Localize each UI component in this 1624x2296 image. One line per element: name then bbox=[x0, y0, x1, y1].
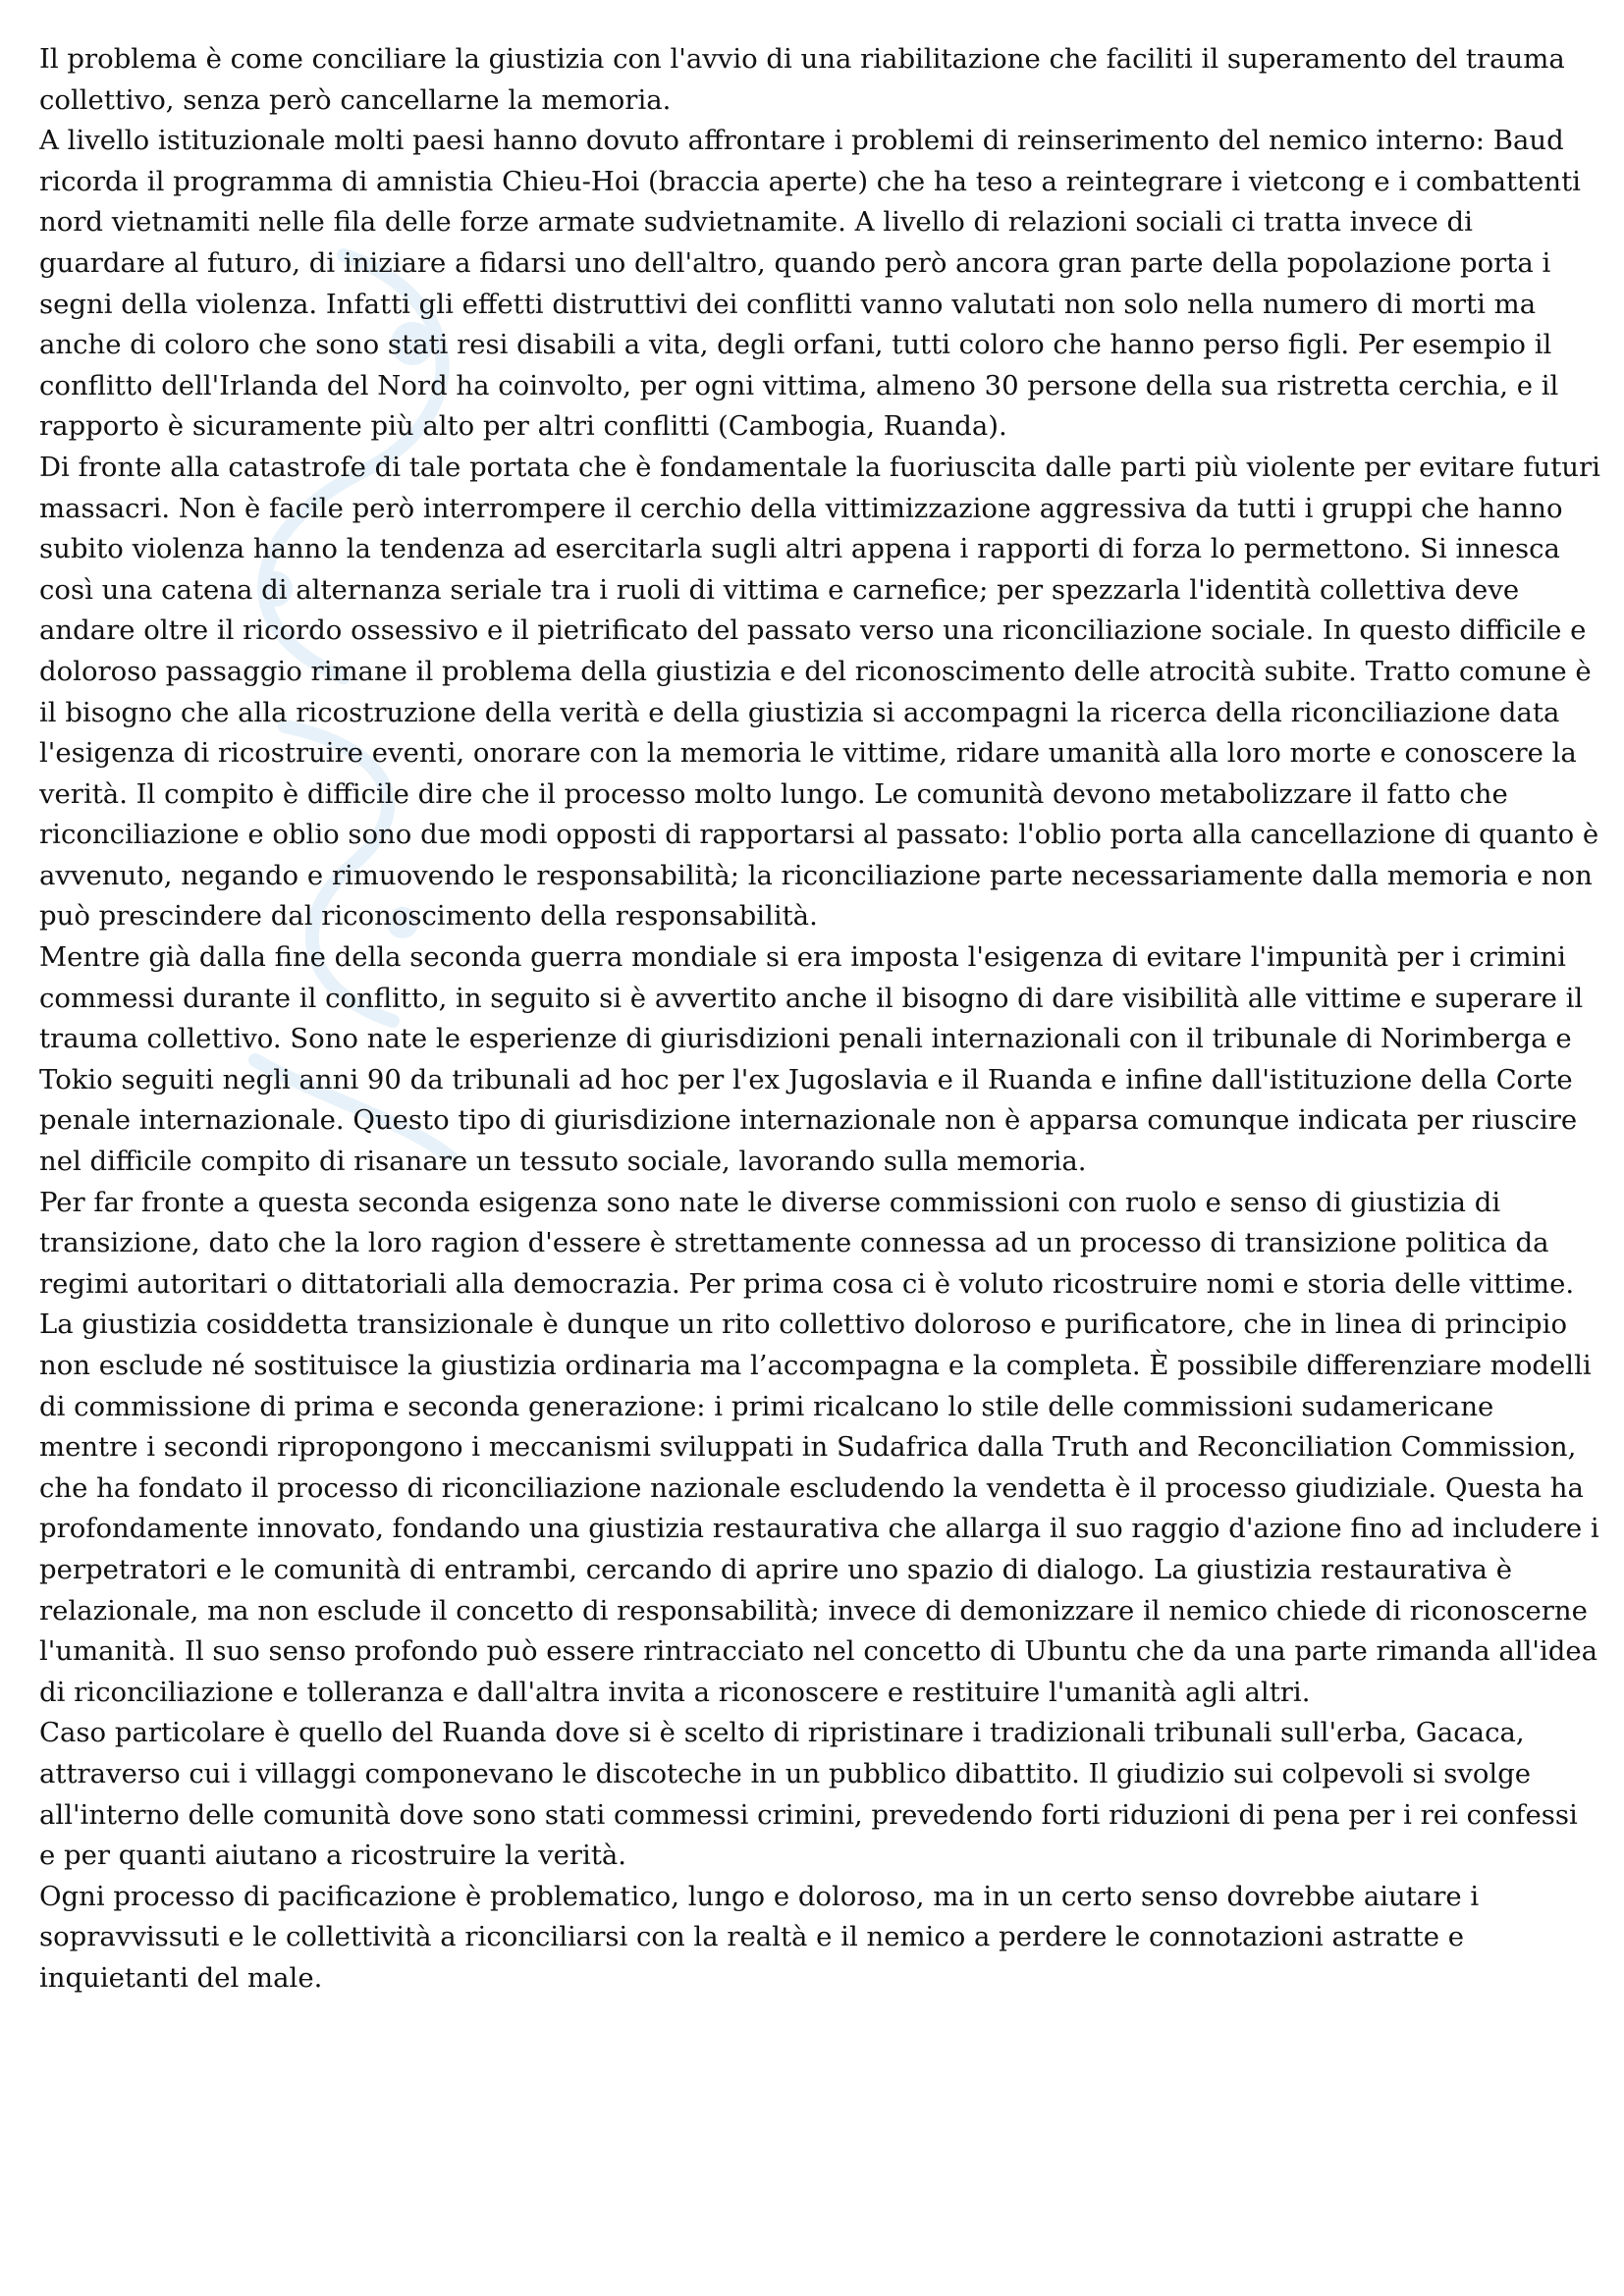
paragraph: A livello istituzionale molti paesi hanno dovuto affrontare i problemi di reinserimento del nemico interno: Baud ricorda il programma di amnistia Chieu-Hoi (braccia aperte) che ha teso a reintegrare i vietcong e i combattenti nord vietnamiti nelle fila delle forze armate sudvietnamite. A livello di relazioni sociali ci tratta invece di guardare al futuro, di iniziare a fidarsi uno dell'altro, quando però ancora gran parte della popolazione porta i segni della violenza. Infatti gli effetti distruttivi dei conflitti vanno valutati non solo nella numero di morti ma anche di coloro che sono stati resi disabili a vita, degli orfani, tutti coloro che hanno perso figli. Per esempio il conflitto dell'Irlanda del Nord ha coinvolto, per ogni vittima, almeno 30 persone della sua ristretta cerchia, e il rapporto è sicuramente più alto per altri conflitti (Cambogia, Ruanda). bbox=[39, 125, 1581, 443]
paragraph: La giustizia cosiddetta transizionale è dunque un rito collettivo doloroso e purificatore, che in linea di principio non esclude né sostituisce la giustizia ordinaria ma l’accompagna e la completa. È possibile differenziare modelli di commissione di prima e seconda generazione: i primi ricalcano lo stile delle commissioni sudamericane mentre i secondi ripropongono i meccanismi sviluppati in Sudafrica dalla Truth and Reconciliation Commission, che ha fondato il processo di riconciliazione nazionale escludendo la vendetta è il processo giudiziale. Questa ha profondamente innovato, fondando una giustizia restaurativa che allarga il suo raggio d'azione fino ad includere i perpetratori e le comunità di entrambi, cercando di aprire uno spazio di dialogo. La giustizia restaurativa è relazionale, ma non esclude il concetto di responsabilità; invece di demonizzare il nemico chiede di riconoscerne l'umanità. Il suo senso profondo può essere rintracciato nel concetto di Ubuntu che da una parte rimanda all'idea di riconciliazione e tolleranza e dall'altra invita a riconoscere e restituire l'umanità agli altri. bbox=[39, 1308, 1599, 1708]
paragraph: Mentre già dalla fine della seconda guerra mondiale si era imposta l'esigenza di evitare l'impunità per i crimini commessi durante il conflitto, in seguito si è avvertito anche il bisogno di dare visibilità alle vittime e superare il trauma collettivo. Sono nate le esperienze di giurisdizioni penali internazionali con il tribunale di Norimberga e Tokio seguiti negli anni 90 da tribunali ad hoc per l'ex Jugoslavia e il Ruanda e infine dall'istituzione della Corte penale internazionale. Questo tipo di giurisdizione internazionale non è apparsa comunque indicata per riuscire nel difficile compito di risanare un tessuto sociale, lavorando sulla memoria. bbox=[39, 941, 1584, 1178]
document-body bbox=[39, 39, 1600, 2000]
paragraph: Ogni processo di pacificazione è problematico, lungo e doloroso, ma in un certo senso dovrebbe aiutare i sopravvissuti e le collettività a riconciliarsi con la realtà e il nemico a perdere le connotazioni astratte e inquietanti del male. bbox=[39, 1880, 1480, 1994]
paragraph: Di fronte alla catastrofe di tale portata che è fondamentale la fuoriuscita dalle parti più violente per evitare futuri massacri. Non è facile però interrompere il cerchio della vittimizzazione aggressiva da tutti i gruppi che hanno subito violenza hanno la tendenza ad esercitarla sugli altri appena i rapporti di forza lo permettono. Si innesca così una catena di alternanza seriale tra i ruoli di vittima e carnefice; per spezzarla l'identità collettiva deve andare oltre il ricordo ossessivo e il pietrificato del passato verso una riconciliazione sociale. In questo difficile e doloroso passaggio rimane il problema della giustizia e del riconoscimento delle atrocità subite. Tratto comune è il bisogno che alla ricostruzione della verità e della giustizia si accompagni la ricerca della riconciliazione data l'esigenza di ricostruire eventi, onorare con la memoria le vittime, ridare umanità alla loro morte e conoscere la verità. Il compito è difficile dire che il processo molto lungo. Le comunità devono metabolizzare il fatto che riconciliazione e oblio sono due modi opposti di rapportarsi al passato: l'oblio porta alla cancellazione di quanto è avvenuto, negando e rimuovendo le responsabilità; la riconciliazione parte necessariamente dalla memoria e non può prescindere dal riconoscimento della responsabilità. bbox=[39, 451, 1600, 933]
paragraph: Caso particolare è quello del Ruanda dove si è scelto di ripristinare i tradizionali tribunali sull'erba, Gacaca, attraverso cui i villaggi componevano le discoteche in un pubblico dibattito. Il giudizio sui colpevoli si svolge all'interno delle comunità dove sono stati commessi crimini, prevedendo forti riduzioni di pena per i rei confessi e per quanti aiutano a ricostruire la verità. bbox=[39, 1717, 1578, 1872]
document-page bbox=[39, 39, 1600, 2257]
paragraph: Per far fronte a questa seconda esigenza sono nate le diverse commissioni con ruolo e senso di giustizia di transizione, dato che la loro ragion d'essere è strettamente connessa ad un processo di transizione politica da regimi autoritari o dittatoriali alla democrazia. Per prima cosa ci è voluto ricostruire nomi e storia delle vittime. bbox=[39, 1186, 1575, 1300]
paragraph: Il problema è come conciliare la giustizia con l'avvio di una riabilitazione che faciliti il superamento del trauma collettivo, senza però cancellarne la memoria. bbox=[39, 43, 1565, 116]
